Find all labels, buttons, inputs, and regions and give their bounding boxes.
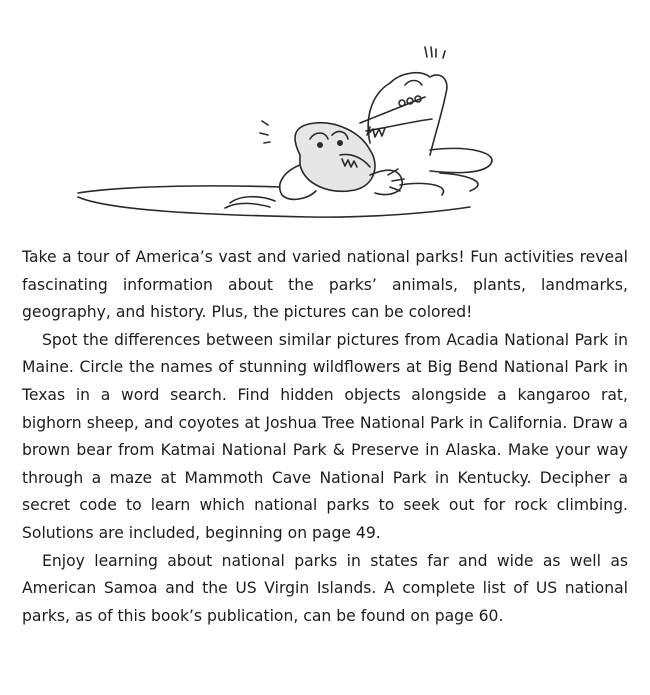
alligators-illustration-icon bbox=[70, 35, 510, 230]
intro-paragraph: Take a tour of America’s vast and varied national parks! Fun activities reveal fascinating information about the parks’ animals, plants, landmarks, geography, and history. Plus, the pictures can be colored! bbox=[22, 248, 628, 322]
activities-paragraph: Spot the differences between similar pictures from Acadia National Park in Maine. Circle the names of stunning wildflowers at Big Bend National Park in Texas in a word search. Find hidden objects alongside a kangaroo rat, bighorn sheep, and coyotes at Joshua Tree National Park in California. Draw a brown bear from Katmai National Park & Preserve in Alaska. Make your way through a maze at Mammoth Cave National Park in Kentucky. Decipher a secret code to learn which national parks to seek out for rock climbing. Solutions are included, beginning on page 49. bbox=[22, 330, 628, 542]
intro-text bbox=[22, 244, 628, 630]
closing-paragraph: Enjoy learning about national parks in states far and wide as well as American Samoa and the US Virgin Islands. A complete list of US national parks, as of this book’s publication, can be found on page 60. bbox=[22, 551, 628, 625]
